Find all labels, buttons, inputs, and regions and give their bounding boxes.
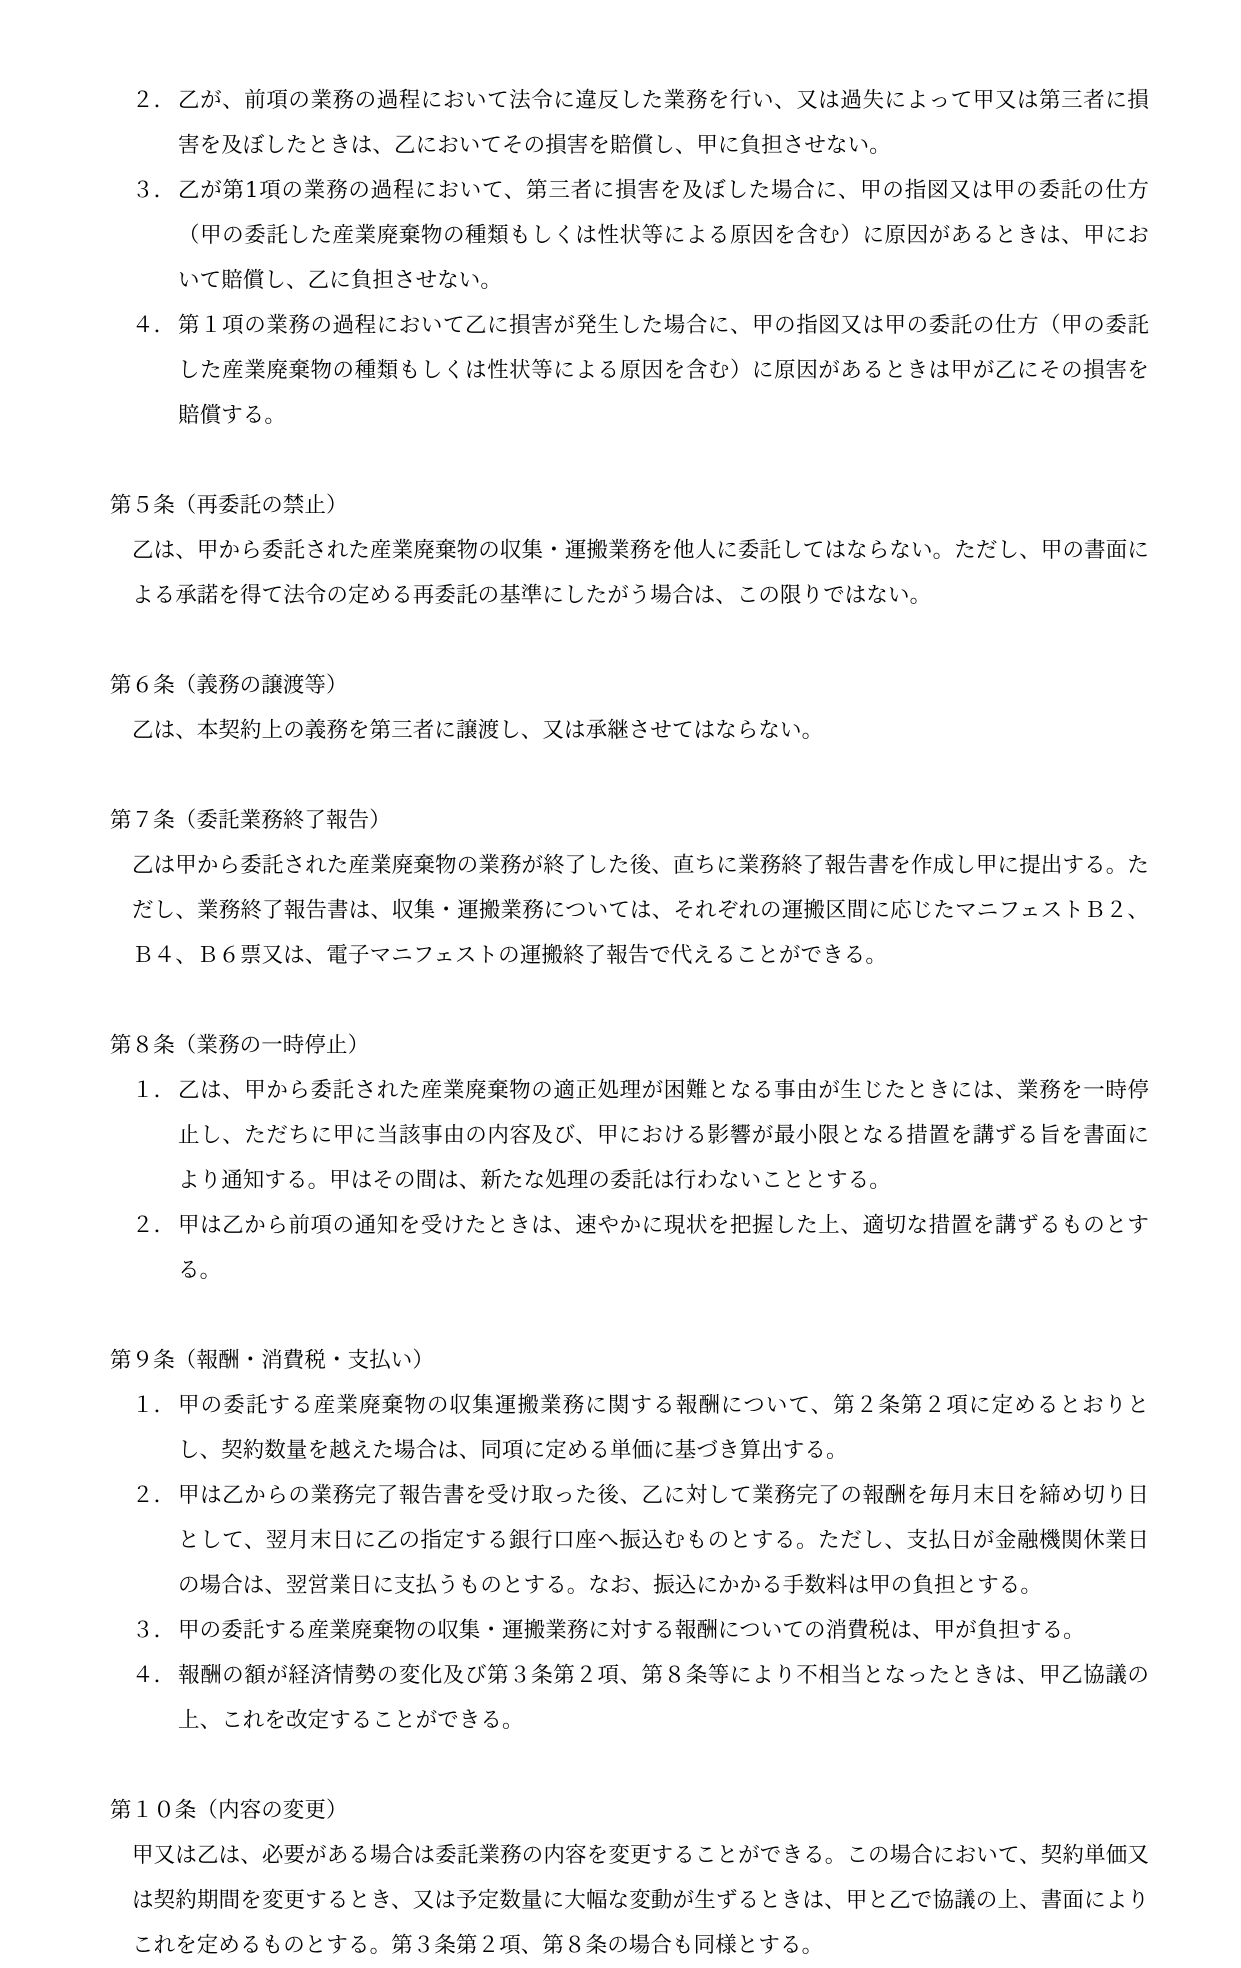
clause-item bbox=[110, 1203, 1149, 1293]
clause-number: ４． bbox=[132, 313, 176, 338]
clause-item bbox=[110, 168, 1149, 303]
section-spacer bbox=[110, 618, 1149, 663]
clause-item bbox=[110, 1473, 1149, 1608]
clause-item bbox=[110, 1608, 1149, 1653]
continued-clause-list bbox=[110, 78, 1149, 438]
clause-text: 甲は乙から前項の通知を受けたときは、速やかに現状を把握した上、適切な措置を講ずるものとする。 bbox=[178, 1213, 1149, 1283]
article-heading: 第９条（報酬・消費税・支払い） bbox=[110, 1348, 435, 1373]
section-spacer bbox=[110, 1293, 1149, 1338]
clause-number: １． bbox=[132, 1393, 176, 1418]
clause-number: １． bbox=[132, 1078, 176, 1103]
clause-item bbox=[110, 1068, 1149, 1203]
article-9-clause-list bbox=[110, 1383, 1149, 1743]
article-heading: 第５条（再委託の禁止） bbox=[110, 493, 348, 518]
clause-number: ２． bbox=[132, 88, 176, 113]
clause-text: 乙は、甲から委託された産業廃棄物の適正処理が困難となる事由が生じたときには、業務を一時停止し、ただちに甲に当該事由の内容及び、甲における影響が最小限となる措置を講ずる旨を書面により通知する。甲はその間は、新たな処理の委託は行わないこととする。 bbox=[178, 1078, 1149, 1193]
article-paragraph: 甲又は乙は、必要がある場合は委託業務の内容を変更することができる。この場合において、契約単価又は契約期間を変更するとき、又は予定数量に大幅な変動が生ずるときは、甲と乙で協議の上、書面によりこれを定めるものとする。第３条第２項、第８条の場合も同様とする。 bbox=[132, 1843, 1149, 1958]
clause-text: 報酬の額が経済情勢の変化及び第３条第２項、第８条等により不相当となったときは、甲乙協議の上、これを改定することができる。 bbox=[178, 1663, 1149, 1733]
document-body bbox=[110, 78, 1149, 1968]
article-8 bbox=[110, 1023, 1149, 1293]
article-heading: 第８条（業務の一時停止） bbox=[110, 1033, 370, 1058]
article-5 bbox=[110, 483, 1149, 618]
clause-item bbox=[110, 78, 1149, 168]
article-heading: 第１０条（内容の変更） bbox=[110, 1798, 348, 1823]
article-10 bbox=[110, 1788, 1149, 1968]
article-heading: 第７条（委託業務終了報告） bbox=[110, 808, 391, 833]
article-8-clause-list bbox=[110, 1068, 1149, 1293]
article-paragraph: 乙は、本契約上の義務を第三者に譲渡し、又は承継させてはならない。 bbox=[132, 718, 824, 743]
clause-item bbox=[110, 1653, 1149, 1743]
clause-item bbox=[110, 1383, 1149, 1473]
clause-number: ２． bbox=[132, 1213, 176, 1238]
clause-text: 甲は乙からの業務完了報告書を受け取った後、乙に対して業務完了の報酬を毎月末日を締め切り日として、翌月末日に乙の指定する銀行口座へ振込むものとする。ただし、支払日が金融機関休業日の場合は、翌営業日に支払うものとする。なお、振込にかかる手数料は甲の負担とする。 bbox=[178, 1483, 1149, 1598]
article-7 bbox=[110, 798, 1149, 978]
section-spacer bbox=[110, 978, 1149, 1023]
clause-text: 乙が第1項の業務の過程において、第三者に損害を及ぼした場合に、甲の指図又は甲の委託の仕方（甲の委託した産業廃棄物の種類もしくは性状等による原因を含む）に原因があるときは、甲において賠償し、乙に負担させない。 bbox=[178, 178, 1149, 293]
clause-text: 第１項の業務の過程において乙に損害が発生した場合に、甲の指図又は甲の委託の仕方（甲の委託した産業廃棄物の種類もしくは性状等による原因を含む）に原因があるときは甲が乙にその損害を賠償する。 bbox=[178, 313, 1149, 428]
clause-number: ４． bbox=[132, 1663, 176, 1688]
clause-number: ３． bbox=[132, 178, 176, 203]
section-spacer bbox=[110, 438, 1149, 483]
article-6 bbox=[110, 663, 1149, 753]
clause-number: ３． bbox=[132, 1618, 176, 1643]
clause-text: 甲の委託する産業廃棄物の収集運搬業務に関する報酬について、第２条第２項に定めるとおりとし、契約数量を越えた場合は、同項に定める単価に基づき算出する。 bbox=[178, 1393, 1149, 1463]
clause-number: ２． bbox=[132, 1483, 176, 1508]
clause-text: 甲の委託する産業廃棄物の収集・運搬業務に対する報酬についての消費税は、甲が負担する。 bbox=[178, 1618, 1085, 1643]
article-paragraph: 乙は甲から委託された産業廃棄物の業務が終了した後、直ちに業務終了報告書を作成し甲に提出する。ただし、業務終了報告書は、収集・運搬業務については、それぞれの運搬区間に応じたマニフェストＢ２、Ｂ４、Ｂ６票又は、電子マニフェストの運搬終了報告で代えることができる。 bbox=[132, 853, 1149, 968]
clause-text: 乙が、前項の業務の過程において法令に違反した業務を行い、又は過失によって甲又は第三者に損害を及ぼしたときは、乙においてその損害を賠償し、甲に負担させない。 bbox=[178, 88, 1149, 158]
article-9 bbox=[110, 1338, 1149, 1743]
article-heading: 第６条（義務の譲渡等） bbox=[110, 673, 348, 698]
section-spacer bbox=[110, 753, 1149, 798]
section-spacer bbox=[110, 1743, 1149, 1788]
article-paragraph: 乙は、甲から委託された産業廃棄物の収集・運搬業務を他人に委託してはならない。ただし、甲の書面による承諾を得て法令の定める再委託の基準にしたがう場合は、この限りではない。 bbox=[132, 538, 1149, 608]
clause-item bbox=[110, 303, 1149, 438]
